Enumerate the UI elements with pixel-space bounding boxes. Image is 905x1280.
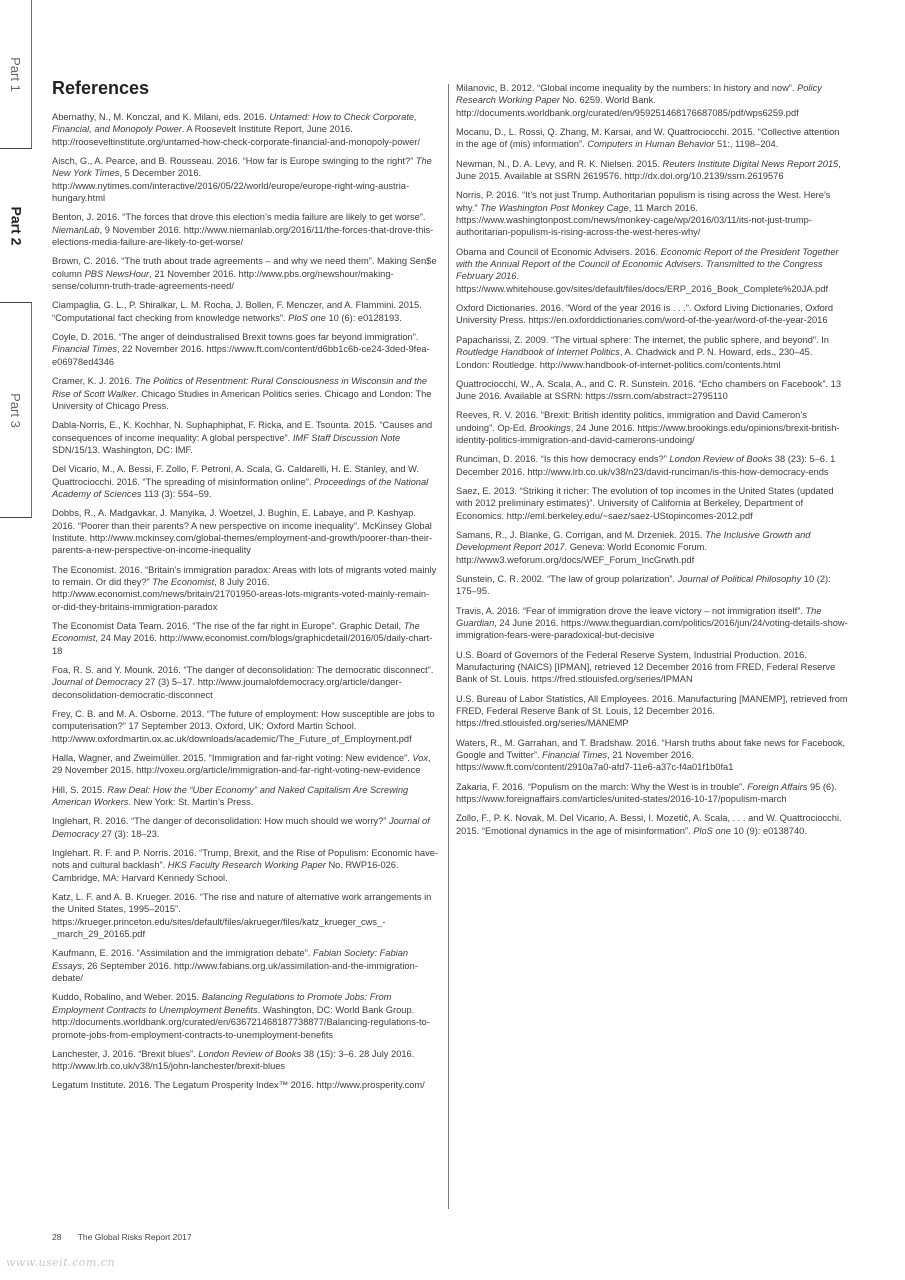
reference-item <box>456 158 848 183</box>
reference-text: Saez, E. 2013. “Striking it richer: The evolution of top incomes in the United States (updated with 2012 preliminary estimates)”. University of California at Berkeley, Department of Economics. http://eml.berkeley.edu/~saez/saez-UStopincomes-2012.pdf <box>456 485 834 521</box>
reference-text: Hill, S. 2015. <box>52 784 108 795</box>
reference-text: Oxford Dictionaries. 2016. “Word of the year 2016 is . . .”. Oxford Living Dictionaries, Oxford University Press. https://en.oxforddictionaries.com/word-of-the-year/word-of-the-year-2016 <box>456 303 834 326</box>
page-footer <box>52 1232 192 1242</box>
tab-part-1-label: Part 1 <box>8 56 23 92</box>
reference-text: Halla, Wagner, and Zweimüller. 2015. “Immigration and far-right voting: New evidence”. <box>52 753 413 764</box>
reference-item <box>52 255 440 292</box>
reference-text: U.S. Bureau of Labor Statistics, All Employees. 2016. Manufacturing [MANEMP], retrieved from FRED, Federal Reserve Bank of St. Louis, 12 December 2016. https://fred.stlouisfed.org/series/MANEMP <box>456 693 848 729</box>
reference-text: Legatum Institute. 2016. The Legatum Prosperity Index™ 2016. http://www.prosperity.com/ <box>52 1080 425 1091</box>
reference-item <box>52 111 440 148</box>
reference-source: PloS one <box>693 825 731 836</box>
reference-source: Routledge Handbook of Internet Politics <box>456 347 620 358</box>
reference-text: Aisch, G., A. Pearce, and B. Rousseau. 2016. “How far is Europe swinging to the right?” <box>52 156 416 167</box>
reference-text: Zakaria, F. 2016. “Populism on the march: Why the West is in trouble”. <box>456 781 748 792</box>
reference-text: Brown, C. 2016. “The truth about trade agreements – and why we need them”. Making Sen$e column <box>52 256 437 279</box>
reference-source: Journal of Political Philosophy <box>677 573 802 584</box>
reference-item <box>456 189 848 239</box>
reference-item <box>456 812 848 837</box>
reference-text: Kuddo, Robalino, and Weber. 2015. <box>52 992 202 1003</box>
reference-text: Inglehart, R. 2016. “The danger of deconsolidation: How much should we worry?” <box>52 816 389 827</box>
reference-source: Brookings <box>529 422 571 433</box>
reference-details: 38 (23): 5–6. 1 December 2016. http://www.lrb.co.uk/v38/n23/david-runciman/is-this-how-democracy-ends <box>456 454 836 477</box>
reference-source: Reuters Institute Digital News Report 2015 <box>662 158 839 169</box>
reference-details: . Chicago Studies in American Politics series. Chicago and London: The University of Chicago Press. <box>52 388 432 411</box>
reference-item <box>52 708 440 745</box>
reference-details: , 11 March 2016. https://www.washingtonpost.com/news/monkey-cage/wp/2016/03/11/its-not-just-trump-authoritarian-populism-is-rising-across-the-west-heres-why/ <box>456 202 812 238</box>
reference-details: , June 2015. Available at SSRN 2619576. http://dx.doi.org/10.2139/ssrn.2619576 <box>456 158 841 182</box>
reference-item <box>52 375 440 412</box>
reference-item <box>456 126 848 151</box>
reference-item <box>52 947 440 984</box>
reference-item <box>52 664 440 701</box>
reference-details: , 24 June 2016. https://www.brookings.edu/opinions/brexit-british-identity-politics-immigration-and-david-camerons-undoing/ <box>456 422 840 446</box>
reference-item <box>52 507 440 557</box>
reference-text: Quattrociocchi, W., A. Scala, A., and C. R. Sunstein. 2016. “Echo chambers on Facebook”. 13 June 2016. Available at SSRN: https://ssrn.com/abstract=2795110 <box>456 378 841 402</box>
reference-item <box>52 847 440 884</box>
reference-details: , A. Chadwick and P. N. Howard, eds., 230–45. London: Routledge. http://www.handbook-of-internet-politics.com/contents.html <box>456 347 813 370</box>
tab-part-2[interactable] <box>0 148 32 303</box>
reference-item <box>456 82 848 119</box>
reference-source: Proceedings of the National Academy of Sciences <box>52 476 429 499</box>
reference-item <box>456 334 848 371</box>
reference-details: , 5 December 2016. http://www.nytimes.com/interactive/2016/05/22/world/europe/europe-right-wing-austria-hungary.html <box>52 168 410 204</box>
reference-source: The Politics of Resentment: Rural Consciousness in Wisconsin and the Rise of Scott Walker <box>52 376 428 399</box>
reference-item <box>456 453 848 478</box>
reference-source: The Economist <box>52 620 420 644</box>
reference-details: , 21 November 2016. http://www.pbs.org/newshour/making-sense/column-truth-trade-agreements-need/ <box>52 268 394 292</box>
reference-source: Computers in Human Behavior <box>587 139 715 150</box>
reference-text: Travis, A. 2016. “Fear of immigration drove the leave victory – not immigration itself”. <box>456 605 806 616</box>
reference-item <box>52 1048 440 1073</box>
reference-text: Milanovic, B. 2012. “Global income inequality by the numbers: In history and now”. <box>456 83 798 93</box>
reference-source: Untamed: How to Check Corporate, Financial, and Monopoly Power <box>52 112 417 135</box>
reference-item <box>456 302 848 327</box>
reference-source: The Inclusive Growth and Development Report 2017 <box>456 529 811 553</box>
reference-source: The Economist <box>152 576 215 587</box>
reference-source: Fabian Society: Fabian Essays <box>52 948 409 971</box>
column-divider <box>448 84 449 1209</box>
tab-part-3[interactable] <box>0 303 32 518</box>
reference-source: London Review of Books <box>198 1048 302 1059</box>
reference-text: Dabla-Norris, E., K. Kochhar, N. Suphaphiphat, F. Ricka, and E. Tsounta. 2015. “Causes and consequences of income inequality: A global perspective”. <box>52 420 433 443</box>
reference-text: Foa, R. S. and Y. Mounk. 2016. “The danger of deconsolidation: The democratic disconnect”. <box>52 665 434 675</box>
reference-details: SDN/15/13. Washington, DC: IMF. <box>52 444 193 455</box>
section-tabs <box>0 0 32 1280</box>
reference-source: Financial Times <box>542 750 608 761</box>
reference-source: Economic Report of the President Together with the Annual Report of the Council of Economic Advisers. Transmitted to the Congress February 2016 <box>456 246 839 282</box>
reference-details: . https://www.whitehouse.gov/sites/default/files/docs/ERP_2016_Book_Complete%20JA.pdf <box>456 271 829 294</box>
reference-details: , 8 July 2016. http://www.economist.com/news/britain/21701950-areas-lots-migrants-voted-mainly-remain-or-did-they-britains-immigration-paradox <box>52 576 430 612</box>
reference-text: Samans, R., J. Blanke, G. Corrigan, and M. Drzeniek. 2015. <box>456 529 706 540</box>
reference-item <box>52 299 440 324</box>
reference-details: 27 (3) 5–17. http://www.journalofdemocracy.org/article/danger-deconsolidation-democratic-disconnect <box>52 677 402 700</box>
reference-item <box>456 485 848 522</box>
reference-item <box>52 211 440 248</box>
reference-source: The New York Times <box>52 156 432 179</box>
reference-text: Coyle, D. 2016. “The anger of deindustralised Brexit towns goes far beyond immigration”. <box>52 332 419 343</box>
reference-text: U.S. Board of Governors of the Federal Reserve System, Industrial Production. 2016. Manufacturing (NAICS) [IPMAN], retrieved 12 December 2016 from FRED, Federal Reserve Bank of St. Louis. https://fred.stlouisfed.org/series/IPMAN <box>456 649 836 685</box>
reference-details: 10 (2): 175–95. <box>456 573 831 597</box>
reference-item <box>52 564 440 614</box>
left-column <box>52 78 440 1099</box>
reference-details: , 22 November 2016. https://www.ft.com/content/d6bb1c6b-ce24-3ded-9fea-e06978ed4346 <box>52 344 430 367</box>
reference-item <box>52 419 440 456</box>
reference-details: 51:, 1198–204. <box>714 139 779 150</box>
reference-item <box>456 378 848 403</box>
reference-item <box>52 815 440 840</box>
reference-text: Benton, J. 2016. “The forces that drove this election’s media failure are likely to get worse”. <box>52 212 426 223</box>
reference-details: . New York: St. Martin’s Press. <box>128 797 254 808</box>
tab-part-2-label: Part 2 <box>8 206 25 245</box>
reference-item <box>52 752 440 777</box>
reference-text: Abernathy, N., M. Konczal, and K. Milani, eds. 2016. <box>52 112 270 122</box>
reference-text: Mocanu, D., L. Rossi, Q. Zhang, M. Karsai, and W. Quattrociocchi. 2015. “Collective attention in the age of (mis) information”. <box>456 127 840 150</box>
report-title: The Global Risks Report 2017 <box>77 1232 192 1242</box>
reference-item <box>456 693 848 730</box>
reference-text: Ciampaglia, G. L., P. Shiralkar, L. M. Rocha, J. Bollen, F. Menczer, and A. Flammini. 2015. “Computational fact checking from knowledge networks”. <box>52 300 422 323</box>
page-title: References <box>52 78 150 98</box>
reference-text: Cramer, K. J. 2016. <box>52 376 135 387</box>
reference-details: 38 (15): 3–6. 28 July 2016. http://www.lrb.co.uk/v38/n15/john-lanchester/brexit-blues <box>52 1048 415 1072</box>
reference-details: No. 6259. World Bank. http://documents.worldbank.org/curated/en/959251468176687085/pdf/wps6259.pdf <box>456 95 799 118</box>
reference-details: . Geneva: World Economic Forum. http://www3.weforum.org/docs/WEF_Forum_IncGrwth.pdf <box>456 542 707 565</box>
reference-source: Balancing Regulations to Promote Jobs: From Employment Contracts to Unemployment Benefits <box>52 992 392 1015</box>
reference-text: The Economist Data Team. 2016. “The rise of the far right in Europe”. Graphic Detail, <box>52 620 404 631</box>
reference-text: Papacharissi, Z. 2009. “The virtual sphere: The internet, the public sphere, and beyond”. In <box>456 334 829 345</box>
reference-item <box>52 1079 440 1091</box>
reference-source: London Review of Books <box>669 454 773 465</box>
reference-source: Journal of Democracy <box>52 816 430 839</box>
reference-source: The Guardian <box>456 605 822 628</box>
reference-details: , 29 November 2015. http://voxeu.org/article/immigration-and-far-right-voting-new-evidence <box>52 753 431 776</box>
reference-source: IMF Staff Discussion Note <box>292 432 401 443</box>
reference-text: Reeves, R. V. 2016. “Brexit: British identity politics, immigration and David Cameron’s undoing”. Op-Ed. <box>456 410 807 433</box>
reference-text: Del Vicario, M., A. Bessi, F. Zollo, F. Petroni, A. Scala, G. Caldarelli, H. E. Stanley, and W. Quattrociocchi. 2016. “The spreading of misinformation online”. <box>52 464 420 487</box>
right-column <box>456 82 848 844</box>
reference-source: NiemanLab <box>52 224 100 235</box>
reference-text: Inglehart. R. F. and P. Norris. 2016. “Trump, Brexit, and the Rise of Populism: Economic have-nots and cultural backlash”. <box>52 847 438 871</box>
reference-text: Frey, C. B. and M. A. Osborne. 2013. “The future of employment: How susceptible are jobs to computerisation?” 17 September 2013. Oxford, UK: Oxford Martin School. http://www.oxfordmartin.ox.ac.uk/downloads/academic/The_Future_of_Employment.pdf <box>52 709 435 744</box>
reference-text: Katz, L. F. and A. B. Krueger. 2016. “The rise and nature of alternative work arrangements in the United States, 1995–2015”. https://krueger.princeton.edu/sites/default/files/akrueger/files/katz_krueger_cws_-_march_29_20165.pdf <box>52 891 432 940</box>
reference-text: Waters, R., M. Garrahan, and T. Bradshaw. 2016. “Harsh truths about fake news for Facebook, Google and Twitter”. <box>456 737 846 761</box>
reference-text: Newman, N., D. A. Levy, and R. K. Nielsen. 2015. <box>456 158 663 169</box>
reference-text: The Economist. 2016. “Britain’s immigration paradox: Areas with lots of migrants voted mainly to remain. Or did they?” <box>52 564 437 587</box>
reference-details: , 24 June 2016. https://www.theguardian.com/politics/2016/jun/24/voting-details-show-immigration-fears-were-paradoxical-but-decisive <box>456 617 848 641</box>
reference-details: , 24 May 2016. http://www.economist.com/blogs/graphicdetail/2016/05/daily-chart-18 <box>52 633 433 656</box>
reference-item <box>52 784 440 809</box>
reference-text: Kaufmann, E. 2016. “Assimilation and the immigration debate”. <box>52 948 313 959</box>
reference-source: HKS Faculty Research Working Paper <box>167 860 326 871</box>
reference-text: Dobbs, R., A. Madgavkar, J. Manyika, J. Woetzel, J. Bughin, E. Labaye, and P. Kashyap. 2016. “Poorer than their parents? A new perspective on income inequality”. McKinsey Global Institute. http://www.mckinsey.com/global-themes/employment-and-growth/poorer-than-their-parents-a-new-perspective-on-income-inequality <box>52 508 433 556</box>
reference-item <box>456 409 848 446</box>
watermark: www.useit.com.cn <box>6 1256 116 1269</box>
reference-source: Vox <box>412 753 429 764</box>
reference-item <box>52 155 440 205</box>
page-number: 28 <box>52 1232 62 1242</box>
reference-details: 10 (9): e0138740. <box>730 825 807 836</box>
reference-item <box>52 891 440 941</box>
reference-details: . A Roosevelt Institute Report, June 2016. http://rooseveltinstitute.org/untamed-how-check-corporate-financial-and-monopoly-power/ <box>52 124 420 147</box>
reference-text: Runciman, D. 2016. “Is this how democracy ends?” <box>456 454 670 465</box>
reference-item <box>456 605 848 642</box>
reference-source: Policy Research Working Paper <box>456 83 822 106</box>
reference-details: . Washington, DC: World Bank Group. http://documents.worldbank.org/curated/en/636721468187738877/Balancing-regulations-to-promote-jobs-from-employment-contracts-to-unemployment-benefits <box>52 1004 430 1040</box>
reference-source: PBS NewsHour <box>84 268 150 279</box>
reference-item <box>52 331 440 368</box>
reference-item <box>456 573 848 598</box>
reference-item <box>52 991 440 1041</box>
reference-source: PloS one <box>288 312 326 323</box>
reference-details: 10 (6): e0128193. <box>325 312 402 323</box>
reference-details: 95 (6). https://www.foreignaffairs.com/articles/united-states/2016-10-17/populism-march <box>456 781 837 805</box>
reference-item <box>52 620 440 657</box>
reference-text: Zollo, F., P. K. Novak, M. Del Vicario, A. Bessi, I. Mozetič, A. Scala, . . . and W. Quattrociocchi. 2015. “Emotional dynamics in the age of misinformation”. <box>456 813 842 836</box>
reference-text: Sunstein, C. R. 2002. “The law of group polarization”. <box>456 573 678 584</box>
tab-part-3-label: Part 3 <box>8 392 23 428</box>
reference-item <box>456 781 848 806</box>
reference-item <box>456 737 848 774</box>
reference-details: , 26 September 2016. http://www.fabians.org.uk/assimilation-and-the-immigration-debate/ <box>52 960 418 984</box>
reference-source: Foreign Affairs <box>747 781 808 792</box>
reference-item <box>52 463 440 500</box>
reference-details: 113 (3): 554–59. <box>141 488 212 499</box>
tab-part-1[interactable] <box>0 0 32 148</box>
reference-source: Journal of Democracy <box>52 677 143 688</box>
reference-item <box>456 246 848 296</box>
reference-details: , 21 November 2016. https://www.ft.com/content/2910a7a0-afd7-11e6-a37c-f4a01f1b0fa1 <box>456 750 734 773</box>
reference-text: Lanchester, J. 2016. “Brexit blues”. <box>52 1048 199 1059</box>
reference-item <box>456 529 848 566</box>
reference-source: The Washington Post Monkey Cage <box>480 202 629 213</box>
reference-source: Raw Deal: How the “Uber Economy” and Naked Capitalism Are Screwing American Workers <box>52 784 409 808</box>
reference-source: Financial Times <box>52 344 118 355</box>
reference-text: Norris, P. 2016. “It’s not just Trump. Authoritarian populism is rising across the West. Here’s why.” <box>456 190 831 213</box>
reference-details: No. RWP16-026. Cambridge, MA: Harvard Kennedy School. <box>52 860 399 883</box>
reference-details: 27 (3): 18–23. <box>99 828 160 839</box>
reference-details: , 9 November 2016. http://www.niemanlab.org/2016/11/the-forces-that-drove-this-elections-media-failure-are-likely-to-get-worse/ <box>52 224 434 248</box>
reference-text: Obama and Council of Economic Advisers. 2016. <box>456 246 661 257</box>
reference-item <box>456 649 848 686</box>
